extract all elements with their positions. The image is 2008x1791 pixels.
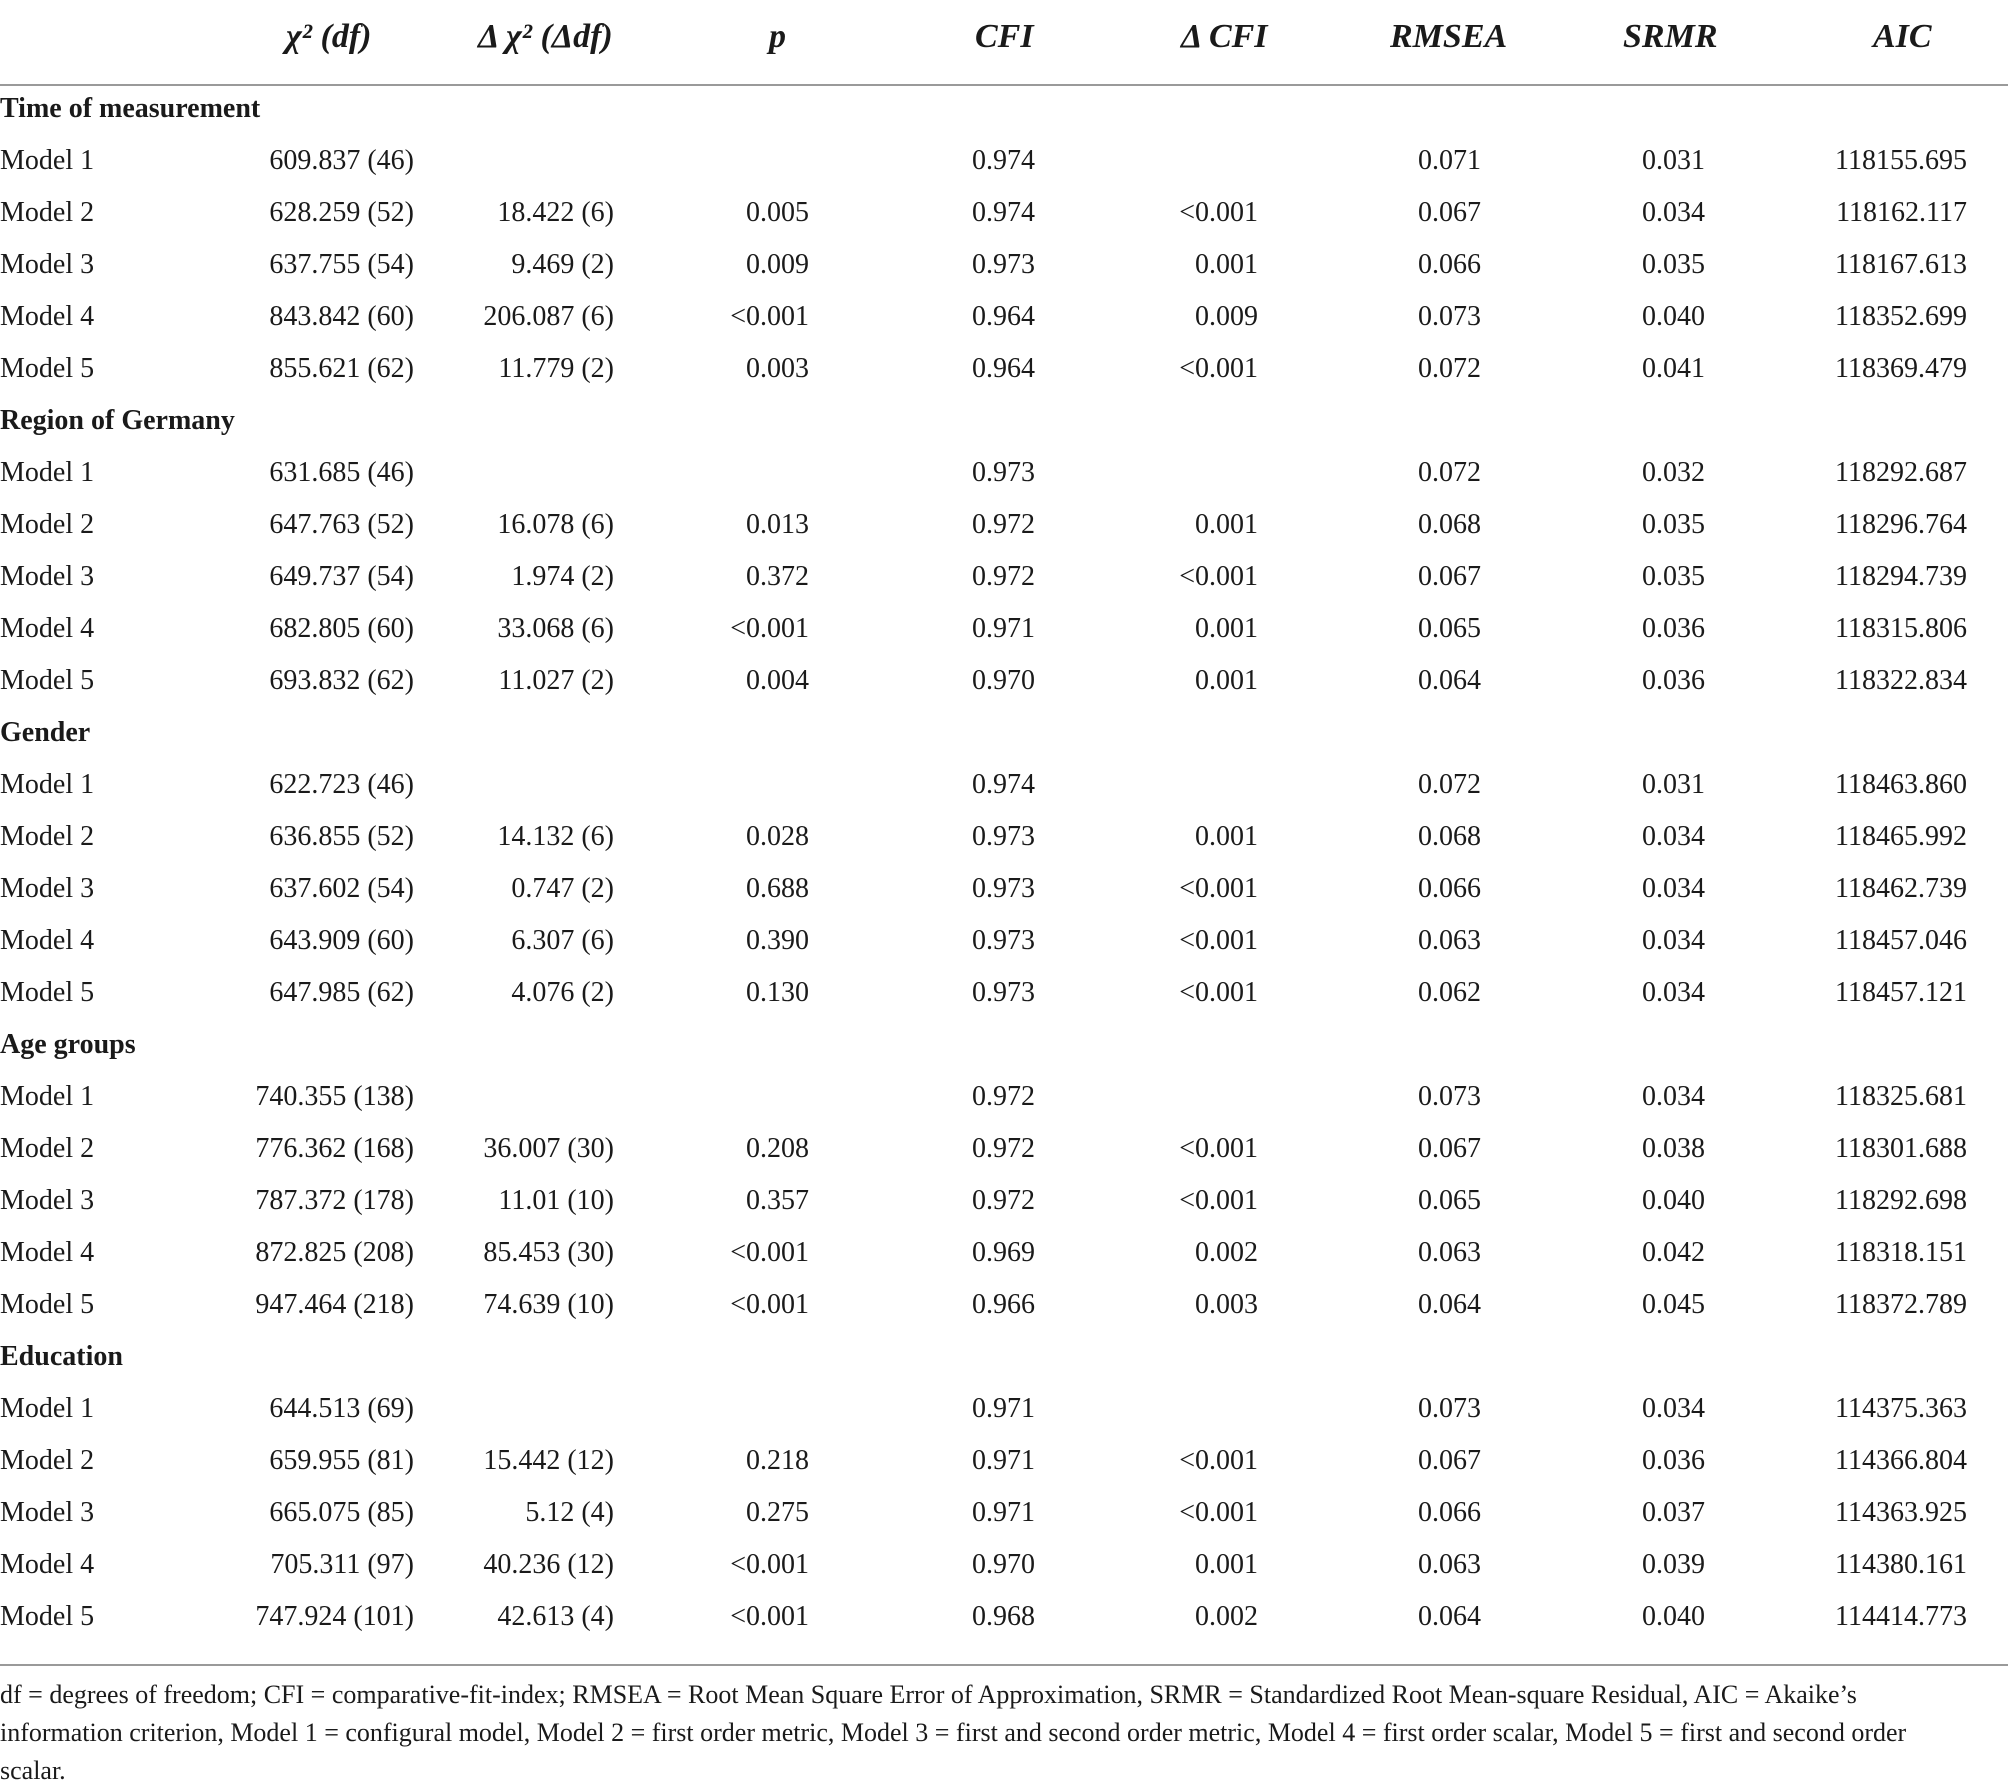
cell-chi2: 631.685 (46): [269, 457, 414, 488]
model-label: Model 5: [0, 977, 95, 1008]
cell-dchi2: 1.974 (2): [511, 561, 614, 592]
table-row: [0, 552, 2008, 604]
table-row: [0, 1072, 2008, 1124]
cell-rmsea: 0.068: [1418, 821, 1481, 852]
section-title: Gender: [0, 717, 91, 748]
table-row: [0, 604, 2008, 656]
model-label: Model 4: [0, 925, 95, 956]
model-label: Model 4: [0, 301, 95, 332]
cell-cfi: 0.972: [972, 1133, 1035, 1164]
cell-p: 0.688: [746, 873, 809, 904]
cell-dcfi: 0.009: [1195, 301, 1258, 332]
cell-rmsea: 0.063: [1418, 1237, 1481, 1268]
cell-chi2: 872.825 (208): [255, 1237, 414, 1268]
cell-aic: 114375.363: [1835, 1393, 1967, 1424]
cell-chi2: 659.955 (81): [269, 1445, 414, 1476]
model-label: Model 3: [0, 561, 95, 592]
cell-rmsea: 0.063: [1418, 925, 1481, 956]
cell-aic: 118325.681: [1835, 1081, 1967, 1112]
cell-aic: 118318.151: [1835, 1237, 1967, 1268]
cell-aic: 118292.687: [1835, 457, 1967, 488]
cell-aic: 118294.739: [1835, 561, 1967, 592]
cell-aic: 118315.806: [1835, 613, 1967, 644]
cell-p: 0.218: [746, 1445, 809, 1476]
cell-srmr: 0.040: [1642, 1601, 1705, 1632]
cell-rmsea: 0.073: [1418, 301, 1481, 332]
cell-cfi: 0.968: [972, 1601, 1035, 1632]
cell-dcfi: <0.001: [1179, 1497, 1258, 1528]
cell-chi2: 644.513 (69): [269, 1393, 414, 1424]
cell-dchi2: 42.613 (4): [497, 1601, 614, 1632]
cell-srmr: 0.036: [1642, 1445, 1705, 1476]
cell-p: 0.003: [746, 353, 809, 384]
table-row: [0, 1384, 2008, 1436]
cell-chi2: 776.362 (168): [255, 1133, 414, 1164]
model-label: Model 1: [0, 769, 95, 800]
cell-chi2: 622.723 (46): [269, 769, 414, 800]
cell-rmsea: 0.062: [1418, 977, 1481, 1008]
cell-dcfi: <0.001: [1179, 873, 1258, 904]
cell-chi2: 665.075 (85): [269, 1497, 414, 1528]
cell-chi2: 636.855 (52): [269, 821, 414, 852]
cell-chi2: 855.621 (62): [269, 353, 414, 384]
cell-dcfi: 0.003: [1195, 1289, 1258, 1320]
cell-srmr: 0.034: [1642, 1081, 1705, 1112]
cell-chi2: 637.755 (54): [269, 249, 414, 280]
header-srmr: SRMR: [1623, 18, 1718, 55]
cell-chi2: 682.805 (60): [269, 613, 414, 644]
cell-srmr: 0.035: [1642, 561, 1705, 592]
cell-cfi: 0.974: [972, 769, 1035, 800]
section-title: Education: [0, 1341, 123, 1372]
cell-srmr: 0.035: [1642, 249, 1705, 280]
model-label: Model 1: [0, 1081, 95, 1112]
cell-p: 0.028: [746, 821, 809, 852]
cell-dchi2: 16.078 (6): [497, 509, 614, 540]
cell-cfi: 0.971: [972, 613, 1035, 644]
cell-aic: 114380.161: [1835, 1549, 1967, 1580]
cell-cfi: 0.970: [972, 1549, 1035, 1580]
cell-chi2: 747.924 (101): [255, 1601, 414, 1632]
cell-dchi2: 206.087 (6): [483, 301, 614, 332]
section-title: Time of measurement: [0, 93, 261, 124]
cell-dchi2: 15.442 (12): [483, 1445, 614, 1476]
table-row: [0, 864, 2008, 916]
cell-dcfi: <0.001: [1179, 1445, 1258, 1476]
section-row: [0, 1020, 2008, 1072]
cell-srmr: 0.034: [1642, 873, 1705, 904]
table-row: [0, 760, 2008, 812]
cell-srmr: 0.035: [1642, 509, 1705, 540]
cell-p: <0.001: [730, 1289, 809, 1320]
model-label: Model 2: [0, 1445, 95, 1476]
cell-cfi: 0.971: [972, 1445, 1035, 1476]
header-delta-cfi: Δ CFI: [1181, 18, 1268, 55]
model-label: Model 5: [0, 1289, 95, 1320]
cell-dcfi: <0.001: [1179, 925, 1258, 956]
cell-rmsea: 0.066: [1418, 873, 1481, 904]
cell-cfi: 0.970: [972, 665, 1035, 696]
cell-dcfi: 0.001: [1195, 821, 1258, 852]
model-label: Model 5: [0, 665, 95, 696]
table-row: [0, 500, 2008, 552]
model-label: Model 3: [0, 249, 95, 280]
header-rmsea: RMSEA: [1390, 18, 1508, 55]
cell-aic: 118462.739: [1835, 873, 1967, 904]
cell-dcfi: 0.001: [1195, 665, 1258, 696]
table-row: [0, 344, 2008, 396]
table-header: [0, 0, 2008, 86]
cell-aic: 118301.688: [1835, 1133, 1967, 1164]
cell-aic: 118322.834: [1835, 665, 1967, 696]
model-label: Model 2: [0, 197, 95, 228]
cell-dchi2: 9.469 (2): [511, 249, 614, 280]
cell-cfi: 0.973: [972, 977, 1035, 1008]
table-row: [0, 1540, 2008, 1592]
cell-chi2: 649.737 (54): [269, 561, 414, 592]
table-row: [0, 136, 2008, 188]
model-label: Model 3: [0, 1185, 95, 1216]
cell-srmr: 0.034: [1642, 821, 1705, 852]
section-title: Region of Germany: [0, 405, 235, 436]
cell-dcfi: <0.001: [1179, 977, 1258, 1008]
cell-rmsea: 0.068: [1418, 509, 1481, 540]
cell-aic: 118155.695: [1835, 145, 1967, 176]
cell-rmsea: 0.071: [1418, 145, 1481, 176]
cell-rmsea: 0.065: [1418, 613, 1481, 644]
cell-aic: 118372.789: [1835, 1289, 1967, 1320]
header-cfi: CFI: [975, 18, 1034, 55]
cell-chi2: 643.909 (60): [269, 925, 414, 956]
cell-dchi2: 4.076 (2): [511, 977, 614, 1008]
cell-p: <0.001: [730, 301, 809, 332]
cell-chi2: 628.259 (52): [269, 197, 414, 228]
cell-dcfi: 0.001: [1195, 1549, 1258, 1580]
model-label: Model 3: [0, 1497, 95, 1528]
cell-srmr: 0.032: [1642, 457, 1705, 488]
cell-rmsea: 0.067: [1418, 197, 1481, 228]
cell-chi2: 637.602 (54): [269, 873, 414, 904]
cell-dchi2: 74.639 (10): [483, 1289, 614, 1320]
cell-dcfi: <0.001: [1179, 1185, 1258, 1216]
cell-chi2: 843.842 (60): [269, 301, 414, 332]
cell-cfi: 0.964: [972, 301, 1035, 332]
cell-dchi2: 11.027 (2): [498, 665, 614, 696]
table-body: [0, 84, 2008, 1644]
cell-chi2: 609.837 (46): [269, 145, 414, 176]
cell-rmsea: 0.066: [1418, 249, 1481, 280]
cell-srmr: 0.037: [1642, 1497, 1705, 1528]
cell-rmsea: 0.067: [1418, 1445, 1481, 1476]
cell-chi2: 705.311 (97): [270, 1549, 414, 1580]
section-title: Age groups: [0, 1029, 136, 1060]
cell-p: <0.001: [730, 1549, 809, 1580]
model-label: Model 1: [0, 457, 95, 488]
cell-rmsea: 0.067: [1418, 561, 1481, 592]
table-row: [0, 1228, 2008, 1280]
cell-aic: 118167.613: [1835, 249, 1967, 280]
table-row: [0, 1176, 2008, 1228]
model-label: Model 4: [0, 1237, 95, 1268]
model-label: Model 3: [0, 873, 95, 904]
cell-p: 0.275: [746, 1497, 809, 1528]
cell-aic: 118465.992: [1835, 821, 1967, 852]
cell-dcfi: <0.001: [1179, 1133, 1258, 1164]
cell-srmr: 0.038: [1642, 1133, 1705, 1164]
cell-dcfi: <0.001: [1179, 197, 1258, 228]
model-label: Model 1: [0, 145, 95, 176]
cell-aic: 114366.804: [1835, 1445, 1967, 1476]
cell-aic: 118457.121: [1835, 977, 1967, 1008]
cell-srmr: 0.036: [1642, 665, 1705, 696]
footnote-text: df = degrees of freedom; CFI = comparative-fit-index; RMSEA = Root Mean Square Error of Approximation, SRMR = Standardized Root Mean-square Residual, AIC = Akaike’s information criterion, Model 1 = configural model, Model 2 = first order metric, Model 3 = first and second order metric, Model 4 = first order scalar, Model 5 = first and second order scalar.: [0, 1680, 1907, 1785]
cell-cfi: 0.973: [972, 457, 1035, 488]
cell-chi2: 693.832 (62): [269, 665, 414, 696]
cell-p: 0.372: [746, 561, 809, 592]
cell-dchi2: 36.007 (30): [483, 1133, 614, 1164]
section-row: [0, 708, 2008, 760]
model-label: Model 2: [0, 509, 95, 540]
cell-srmr: 0.034: [1642, 925, 1705, 956]
table-row: [0, 1124, 2008, 1176]
cell-dchi2: 33.068 (6): [497, 613, 614, 644]
table-row: [0, 448, 2008, 500]
cell-rmsea: 0.063: [1418, 1549, 1481, 1580]
cell-p: 0.009: [746, 249, 809, 280]
cell-srmr: 0.045: [1642, 1289, 1705, 1320]
cell-chi2: 647.985 (62): [269, 977, 414, 1008]
section-row: [0, 396, 2008, 448]
cell-dchi2: 85.453 (30): [483, 1237, 614, 1268]
cell-rmsea: 0.064: [1418, 1601, 1481, 1632]
cell-srmr: 0.034: [1642, 1393, 1705, 1424]
cell-p: 0.208: [746, 1133, 809, 1164]
cell-dcfi: <0.001: [1179, 561, 1258, 592]
table-row: [0, 240, 2008, 292]
cell-cfi: 0.973: [972, 821, 1035, 852]
cell-aic: 118369.479: [1835, 353, 1967, 384]
table-row: [0, 916, 2008, 968]
model-label: Model 4: [0, 613, 95, 644]
table-row: [0, 1592, 2008, 1644]
cell-cfi: 0.964: [972, 353, 1035, 384]
cell-cfi: 0.974: [972, 145, 1035, 176]
cell-srmr: 0.034: [1642, 197, 1705, 228]
table-row: [0, 968, 2008, 1020]
cell-chi2: 787.372 (178): [255, 1185, 414, 1216]
cell-rmsea: 0.065: [1418, 1185, 1481, 1216]
cell-aic: 114414.773: [1835, 1601, 1967, 1632]
cell-p: <0.001: [730, 613, 809, 644]
cell-rmsea: 0.066: [1418, 1497, 1481, 1528]
cell-p: 0.357: [746, 1185, 809, 1216]
cell-cfi: 0.966: [972, 1289, 1035, 1320]
cell-chi2: 740.355 (138): [255, 1081, 414, 1112]
cell-cfi: 0.971: [972, 1393, 1035, 1424]
model-label: Model 5: [0, 1601, 95, 1632]
cell-srmr: 0.031: [1642, 145, 1705, 176]
cell-cfi: 0.971: [972, 1497, 1035, 1528]
cell-dchi2: 5.12 (4): [525, 1497, 614, 1528]
cell-dcfi: 0.001: [1195, 613, 1258, 644]
cell-rmsea: 0.073: [1418, 1393, 1481, 1424]
cell-aic: 118457.046: [1835, 925, 1967, 956]
cell-rmsea: 0.067: [1418, 1133, 1481, 1164]
section-row: [0, 1332, 2008, 1384]
cell-dcfi: <0.001: [1179, 353, 1258, 384]
cell-srmr: 0.040: [1642, 1185, 1705, 1216]
cell-rmsea: 0.072: [1418, 769, 1481, 800]
cell-dchi2: 11.01 (10): [498, 1185, 614, 1216]
header-p: p: [769, 18, 786, 55]
cell-rmsea: 0.072: [1418, 353, 1481, 384]
table-row: [0, 1436, 2008, 1488]
header-chi2: χ² (df): [286, 18, 372, 55]
cell-p: 0.004: [746, 665, 809, 696]
cell-p: <0.001: [730, 1601, 809, 1632]
model-label: Model 2: [0, 821, 95, 852]
cell-cfi: 0.969: [972, 1237, 1035, 1268]
cell-srmr: 0.041: [1642, 353, 1705, 384]
cell-p: 0.013: [746, 509, 809, 540]
table-row: [0, 812, 2008, 864]
cell-cfi: 0.972: [972, 1185, 1035, 1216]
cell-rmsea: 0.073: [1418, 1081, 1481, 1112]
cell-dchi2: 14.132 (6): [497, 821, 614, 852]
cell-dchi2: 6.307 (6): [511, 925, 614, 956]
table-footnote: [0, 1664, 2008, 1790]
model-label: Model 4: [0, 1549, 95, 1580]
cell-cfi: 0.973: [972, 925, 1035, 956]
cell-dchi2: 11.779 (2): [498, 353, 614, 384]
table-row: [0, 1280, 2008, 1332]
cell-rmsea: 0.064: [1418, 1289, 1481, 1320]
cell-p: 0.390: [746, 925, 809, 956]
cell-srmr: 0.036: [1642, 613, 1705, 644]
table-row: [0, 656, 2008, 708]
cell-p: 0.130: [746, 977, 809, 1008]
cell-rmsea: 0.072: [1418, 457, 1481, 488]
cell-srmr: 0.039: [1642, 1549, 1705, 1580]
cell-cfi: 0.972: [972, 561, 1035, 592]
cell-cfi: 0.974: [972, 197, 1035, 228]
header-aic: AIC: [1873, 18, 1932, 55]
cell-aic: 118162.117: [1836, 197, 1967, 228]
cell-dchi2: 18.422 (6): [497, 197, 614, 228]
cell-dchi2: 40.236 (12): [483, 1549, 614, 1580]
cell-dcfi: 0.002: [1195, 1237, 1258, 1268]
cell-cfi: 0.973: [972, 249, 1035, 280]
cell-p: 0.005: [746, 197, 809, 228]
cell-chi2: 947.464 (218): [255, 1289, 414, 1320]
table-row: [0, 1488, 2008, 1540]
cell-cfi: 0.972: [972, 1081, 1035, 1112]
cell-dcfi: 0.002: [1195, 1601, 1258, 1632]
model-label: Model 1: [0, 1393, 95, 1424]
cell-aic: 118292.698: [1835, 1185, 1967, 1216]
cell-chi2: 647.763 (52): [269, 509, 414, 540]
cell-rmsea: 0.064: [1418, 665, 1481, 696]
table-row: [0, 188, 2008, 240]
cell-srmr: 0.031: [1642, 769, 1705, 800]
cell-aic: 118296.764: [1835, 509, 1967, 540]
table-row: [0, 292, 2008, 344]
cell-dchi2: 0.747 (2): [511, 873, 614, 904]
cell-aic: 118352.699: [1835, 301, 1967, 332]
cell-cfi: 0.972: [972, 509, 1035, 540]
cell-p: <0.001: [730, 1237, 809, 1268]
cell-srmr: 0.040: [1642, 301, 1705, 332]
cell-dcfi: 0.001: [1195, 249, 1258, 280]
model-label: Model 2: [0, 1133, 95, 1164]
cell-aic: 114363.925: [1835, 1497, 1967, 1528]
cell-dcfi: 0.001: [1195, 509, 1258, 540]
cell-aic: 118463.860: [1835, 769, 1967, 800]
cell-srmr: 0.034: [1642, 977, 1705, 1008]
section-row: [0, 84, 2008, 136]
model-label: Model 5: [0, 353, 95, 384]
cell-srmr: 0.042: [1642, 1237, 1705, 1268]
cell-cfi: 0.973: [972, 873, 1035, 904]
header-delta-chi2: Δ χ² (Δdf): [478, 18, 613, 55]
